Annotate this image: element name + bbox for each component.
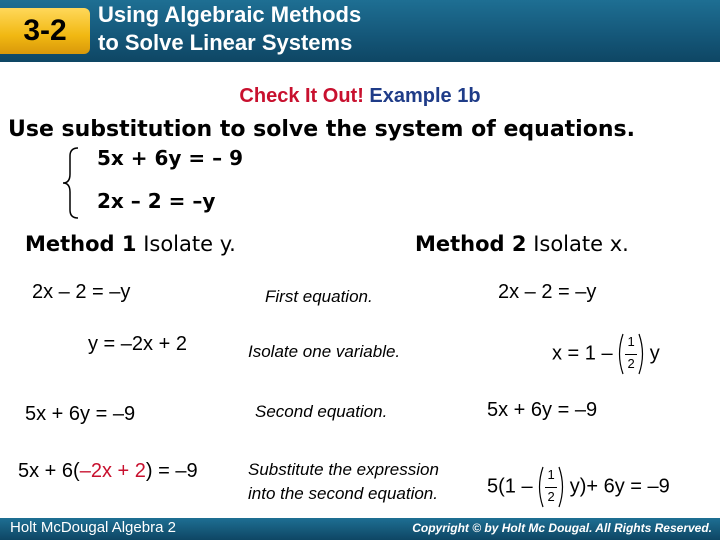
method-2-step-2-lhs: x = 1 – <box>552 342 613 365</box>
fraction-denominator: 2 <box>627 356 635 371</box>
fraction-numerator: 1 <box>627 334 635 349</box>
lesson-title-line1: Using Algebraic Methods <box>98 2 362 27</box>
method-2-desc: Isolate x. <box>526 232 629 256</box>
method-1-step-2: y = –2x + 2 <box>88 333 187 355</box>
check-it-out-heading <box>0 85 720 108</box>
fraction-one-half <box>618 332 644 376</box>
method-2-name: Method 2 <box>415 232 527 256</box>
method-1-desc: Isolate y. <box>136 232 236 256</box>
method-2-step-1: 2x – 2 = –y <box>498 281 597 303</box>
note-substitute-line2: into the second equation. <box>248 484 438 503</box>
footer-publisher: Holt McDougal Algebra 2 <box>10 519 176 536</box>
system-equation-2: 2x – 2 = –y <box>97 189 216 213</box>
note-isolate-variable: Isolate one variable. <box>248 342 401 361</box>
method-1-step-1: 2x – 2 = –y <box>32 281 131 303</box>
fraction-numerator-2: 1 <box>547 467 555 482</box>
example-label: Example 1b <box>363 85 481 107</box>
note-first-equation: First equation. <box>265 287 373 306</box>
system-equation-1: 5x + 6y = – 9 <box>97 146 244 170</box>
system-brace-icon <box>60 146 100 220</box>
method-2-step-3: 5x + 6y = –9 <box>487 399 598 421</box>
method-2-step-2-y: y <box>649 342 660 365</box>
method-1-step-4-substitution: –2x + 2 <box>79 460 146 482</box>
method-2-step-4 <box>487 465 670 509</box>
method-2-heading <box>415 232 629 256</box>
footer-copyright: Copyright © by Holt Mc Dougal. All Rights Reserved. <box>412 521 712 535</box>
lesson-title-line2: to Solve Linear Systems <box>98 30 353 55</box>
method-2-step-4-suffix: y)+ 6y = –9 <box>569 475 670 498</box>
fraction-one-half-2 <box>538 465 564 509</box>
method-2-step-2 <box>552 332 660 376</box>
method-1-step-3: 5x + 6y = –9 <box>25 403 136 425</box>
fraction-denominator-2: 2 <box>547 489 555 504</box>
method-1-step-4-prefix: 5x + 6( <box>18 460 80 482</box>
method-1-heading <box>25 232 236 256</box>
method-1-name: Method 1 <box>25 232 137 256</box>
lesson-badge: 3-2 <box>0 8 90 54</box>
method-1-step-4-suffix: ) = –9 <box>145 460 198 482</box>
note-second-equation: Second equation. <box>255 402 388 421</box>
method-1-step-4 <box>18 460 198 483</box>
instruction-text: Use substitution to solve the system of equations. <box>8 117 635 142</box>
method-2-step-4-prefix: 5(1 – <box>487 475 533 498</box>
note-substitute-line1: Substitute the expression <box>248 460 439 479</box>
check-it-out-label: Check It Out! <box>239 85 364 107</box>
